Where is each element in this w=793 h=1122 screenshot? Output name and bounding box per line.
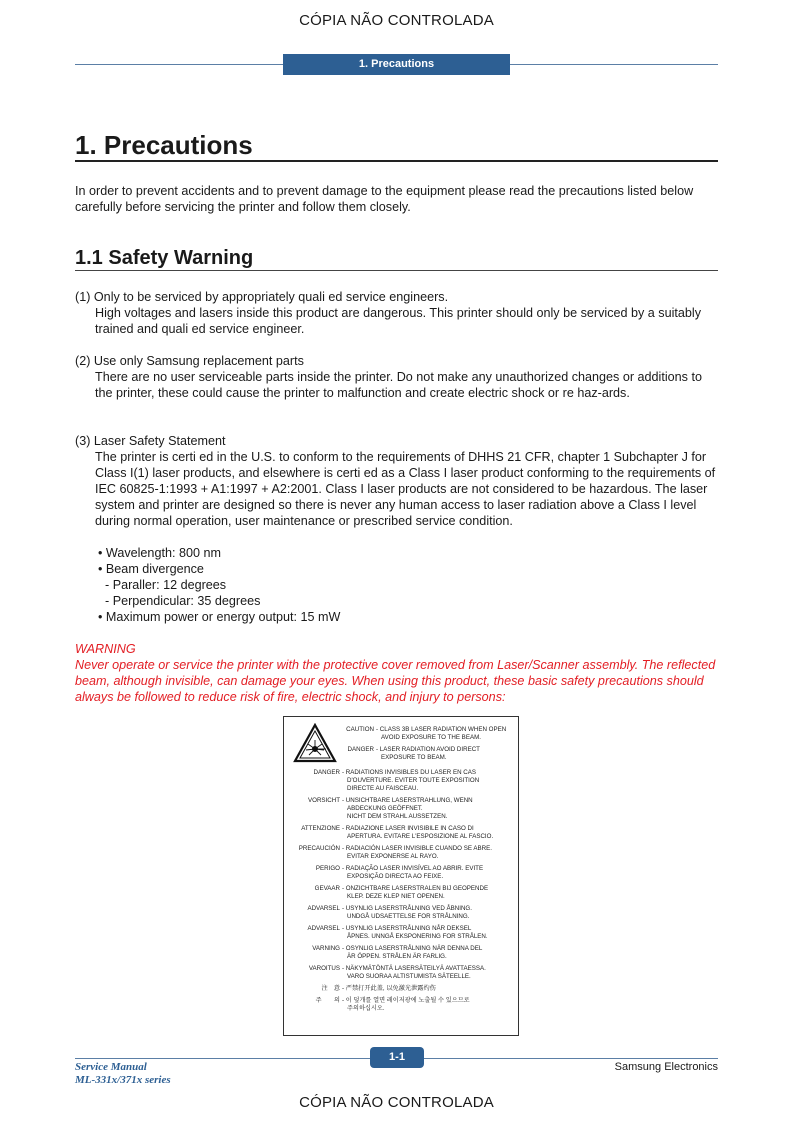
laser-label-text: ÄR ÖPPEN. STRÅLEN ÄR FARLIG. [347, 953, 447, 960]
laser-warning-label [283, 716, 519, 1036]
laser-label-text: AVOID EXPOSURE TO THE BEAM. [381, 734, 481, 741]
laser-label-text: DIRECTE AU FAISCEAU. [347, 785, 419, 792]
spec-perpendicular: - Perpendicular: 35 degrees [98, 594, 261, 608]
laser-label-text: UNDGÅ UDSAETTELSE FOR STRÅLNING. [347, 913, 470, 920]
laser-label-language: 주 의 [315, 997, 340, 1004]
intro-paragraph: In order to prevent accidents and to prevent damage to the equipment please read the precautions listed below carefully before servicing the printer and follow them closely. [75, 184, 694, 214]
laser-label-text: KLEP. DEZE KLEP NIET OPENEN. [347, 893, 445, 900]
laser-label-language: ADVARSEL [307, 905, 340, 912]
laser-label-text: EVITAR EXPONERSE AL RAYO. [347, 853, 439, 860]
laser-label-text: - LASER RADIATION AVOID DIRECT [376, 746, 480, 753]
laser-label-language: GEVAAR [314, 885, 340, 892]
footer-manual-line1: Service Manual [75, 1061, 147, 1073]
safety-item-3 [75, 433, 718, 529]
laser-label-text: EXPOSIÇÃO DIRECTA AO FEIXE. [347, 873, 444, 880]
laser-label-text: EXPOSURE TO BEAM. [381, 754, 447, 761]
safety-item-heading: (2) Use only Samsung replacement parts [75, 354, 304, 368]
laser-label-language: PRECAUCIÓN [298, 845, 340, 852]
footer-company: Samsung Electronics [614, 1061, 718, 1073]
laser-label-language: VAROITUS [308, 965, 340, 972]
safety-item-heading: (1) Only to be serviced by appropriately quali ed service engineers. [75, 290, 449, 304]
spec-max-power: • Maximum power or energy output: 15 mW [98, 610, 341, 624]
laser-label-language: VORSICHT [308, 797, 340, 804]
laser-label-text: - ONZICHTBARE LASERSTRALEN BIJ GEOPENDE [342, 885, 489, 892]
footer-manual-line2: ML-331x/371x series [75, 1074, 171, 1086]
laser-label-language: CAUTION [346, 726, 374, 733]
laser-label-text: - RADIACIÓN LASER INVISIBLE CUANDO SE ABRE. [342, 845, 492, 852]
warning-title: WARNING [75, 642, 136, 656]
safety-item-2 [75, 353, 718, 401]
laser-label-text: - USYNLIG LASERSTRÅLNING VED ÅBNING. [342, 905, 472, 912]
laser-label-text: - USYNLIG LASERSTRÅLNING NÅR DEKSEL [342, 925, 472, 932]
laser-label-text: - RADIATIONS INVISIBLES DU LASER EN CAS [342, 769, 476, 776]
safety-item-body: The printer is certi ed in the U.S. to conform to the requirements of DHHS 21 CFR, chapter 1 Subchapter J for Class I(1) laser products, and elsewhere is certi ed as a Class I laser product conforming to the requirements of IEC 60825-1:1993 + A1:1997 + A2:2001. Class I laser products are not considered to be hazardous. The laser system and printer are designed so there is never any human access to laser radiation above a Class I level during normal operation, user maintenance or prescribed service condition. [95, 450, 716, 528]
laser-label-text: - RADIAÇÃO LASER INVISÍVEL AO ABRIR. EVITE [342, 865, 484, 872]
safety-item-heading: (3) Laser Safety Statement [75, 434, 226, 448]
spec-beam-divergence: • Beam divergence [98, 562, 204, 576]
warning-block [75, 641, 718, 705]
laser-label-text: D'OUVERTURE. EVITER TOUTE EXPOSITION [347, 777, 480, 784]
laser-label-language: ATTENZIONE [301, 825, 340, 832]
laser-label-language: DANGER [313, 769, 340, 776]
warning-text: Never operate or service the printer with the protective cover removed from Laser/Scanner assembly. The reflected beam, although invisible, can damage your eyes. When using this product, these basic safety precautions should always be followed to reduce risk of fire, electric shock, and injury to persons: [75, 658, 716, 704]
laser-label-language: 注 意 [321, 985, 340, 992]
laser-label-text: NICHT DEM STRAHL AUSSETZEN. [347, 813, 448, 820]
watermark-bottom: CÓPIA NÃO CONTROLADA [299, 1094, 494, 1111]
laser-label-text: - 严禁打开此盖, 以免激光泄露灼伤 [342, 985, 436, 992]
laser-label-text: 주의하십시오. [347, 1005, 385, 1012]
footer-manual-title [75, 1061, 171, 1087]
watermark-top: CÓPIA NÃO CONTROLADA [299, 12, 494, 29]
laser-label-text: ABDECKUNG GEÖFFNET. [347, 805, 423, 812]
laser-label-text: - OSYNLIG LASERSTRÅLNING NÄR DENNA DEL [342, 945, 483, 952]
laser-label-text: VARO SUORAA ALTISTUMISTA SÄTEELLE. [347, 973, 471, 980]
spec-paraller: - Paraller: 12 degrees [98, 578, 227, 592]
laser-label-language: ADVARSEL [307, 925, 340, 932]
laser-label-language: PERIGO [315, 865, 340, 872]
laser-label-language: VARNING [312, 945, 340, 952]
laser-label-text: APERTURA. EVITARE L'ESPOSIZIONE AL FASCIO. [347, 833, 494, 840]
laser-label-text: - UNSICHTBARE LASERSTRAHLUNG, WENN [342, 797, 473, 804]
laser-label-language: DANGER [347, 746, 374, 753]
header-section-tab: 1. Precautions [283, 54, 510, 75]
page-title: 1. Precautions [75, 130, 718, 162]
spec-wavelength: • Wavelength: 800 nm [98, 546, 221, 560]
laser-label-text: - 이 덮개를 열면 레이저광에 노출될 수 있으므로 [342, 997, 470, 1004]
safety-item-1 [75, 289, 718, 337]
laser-label-text: - RADIAZIONE LASER INVISIBILE IN CASO DI [342, 825, 474, 832]
safety-item-body: There are no user serviceable parts inside the printer. Do not make any unauthorized changes or additions to the printer, these could cause the printer to malfunction and create electric shock or re haz-ards. [95, 370, 702, 400]
laser-label-text: - CLASS 3B LASER RADIATION WHEN OPEN [376, 726, 507, 733]
laser-label-text: - NÄKYMÄTÖNTÄ LASERSÄTEILYÄ AVATTAESSA. [342, 965, 486, 972]
laser-spec-list [98, 545, 340, 625]
safety-item-body: High voltages and lasers inside this product are dangerous. This printer should only be serviced by a suitably trained and quali ed service engineer. [95, 306, 702, 336]
section-title: 1.1 Safety Warning [75, 247, 718, 271]
laser-label-text: ÅPNES. UNNGÅ EKSPONERING FOR STRÅLEN. [347, 933, 488, 940]
page-number: 1-1 [370, 1047, 424, 1068]
